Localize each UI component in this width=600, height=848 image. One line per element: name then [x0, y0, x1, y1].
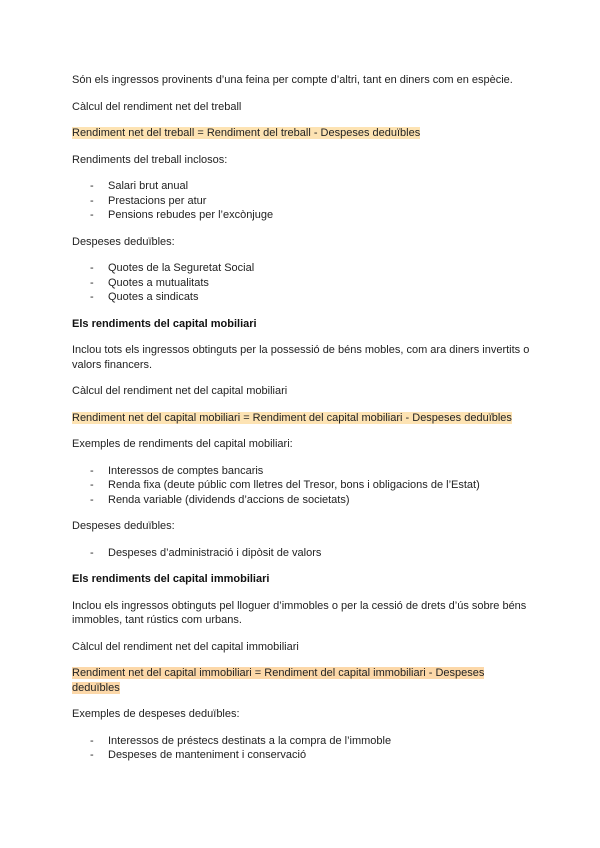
- capital-mobiliari-deductible-label: Despeses deduïbles:: [72, 520, 175, 532]
- list-item: - Quotes de la Seguretat Social: [72, 261, 532, 276]
- list-item: - Interessos de comptes bancaris: [72, 464, 532, 479]
- work-formula-highlight: Rendiment net del treball = Rendiment del treball - Despeses deduïbles: [72, 127, 421, 139]
- list-item: - Quotes a sindicats: [72, 290, 532, 305]
- list-item: - Salari brut anual: [72, 179, 532, 194]
- capital-mobiliari-formula-highlight: Rendiment net del capital mobiliari = Rendiment del capital mobiliari - Despeses deduïbles: [72, 411, 512, 424]
- capital-mobiliari-heading: Els rendiments del capital mobiliari: [72, 317, 257, 330]
- work-deductible-label: Despeses deduïbles:: [72, 235, 175, 248]
- work-calc-label: Càlcul del rendiment net del treball: [72, 100, 242, 113]
- work-intro: Són els ingressos provinents d’una feina per compte d’altri, tant en diners com en espècie.: [72, 74, 513, 86]
- work-deductible-list: [72, 261, 532, 305]
- list-item: - Prestacions per atur: [72, 194, 532, 209]
- capital-immobiliari-intro: Inclou els ingressos obtinguts pel lloguer d’immobles o per la cessió de drets d’ús sobre béns immobles, tant rústics com urbans.: [72, 599, 527, 626]
- capital-mobiliari-examples-label: Exemples de rendiments del capital mobiliari:: [72, 438, 293, 450]
- list-item: - Quotes a mutualitats: [72, 276, 532, 291]
- work-included-label: Rendiments del treball inclosos:: [72, 153, 228, 166]
- capital-immobiliari-formula-highlight: Rendiment net del capital immobiliari = Rendiment del capital immobiliari - Despeses deduïbles: [72, 667, 485, 694]
- capital-immobiliari-calc-label: Càlcul del rendiment net del capital immobiliari: [72, 640, 299, 653]
- capital-mobiliari-examples-list: [72, 464, 532, 508]
- work-formula: [72, 126, 532, 141]
- list-item: - Renda variable (dividends d’accions de societats): [72, 493, 532, 508]
- capital-immobiliari-heading: Els rendiments del capital immobiliari: [72, 573, 270, 585]
- capital-mobiliari-deductible-list: [72, 546, 532, 561]
- capital-immobiliari-examples-list: [72, 734, 532, 763]
- capital-mobiliari-formula: [72, 411, 532, 426]
- list-item: - Despeses d’administració i dipòsit de valors: [72, 546, 532, 561]
- capital-mobiliari-intro: Inclou tots els ingressos obtinguts per la possessió de béns mobles, com ara diners invertits o valors financers.: [72, 344, 530, 371]
- list-item: - Renda fixa (deute públic com lletres del Tresor, bons i obligacions de l’Estat): [72, 478, 532, 493]
- capital-mobiliari-calc-label: Càlcul del rendiment net del capital mobiliari: [72, 385, 288, 397]
- list-item: - Interessos de préstecs destinats a la compra de l’immoble: [72, 734, 532, 749]
- capital-immobiliari-examples-label: Exemples de despeses deduïbles:: [72, 708, 240, 720]
- capital-immobiliari-formula: [72, 666, 532, 695]
- work-included-list: [72, 179, 532, 223]
- list-item: - Pensions rebudes per l’excònjuge: [72, 208, 532, 223]
- list-item: - Despeses de manteniment i conservació: [72, 748, 532, 763]
- document-page: [72, 73, 532, 775]
